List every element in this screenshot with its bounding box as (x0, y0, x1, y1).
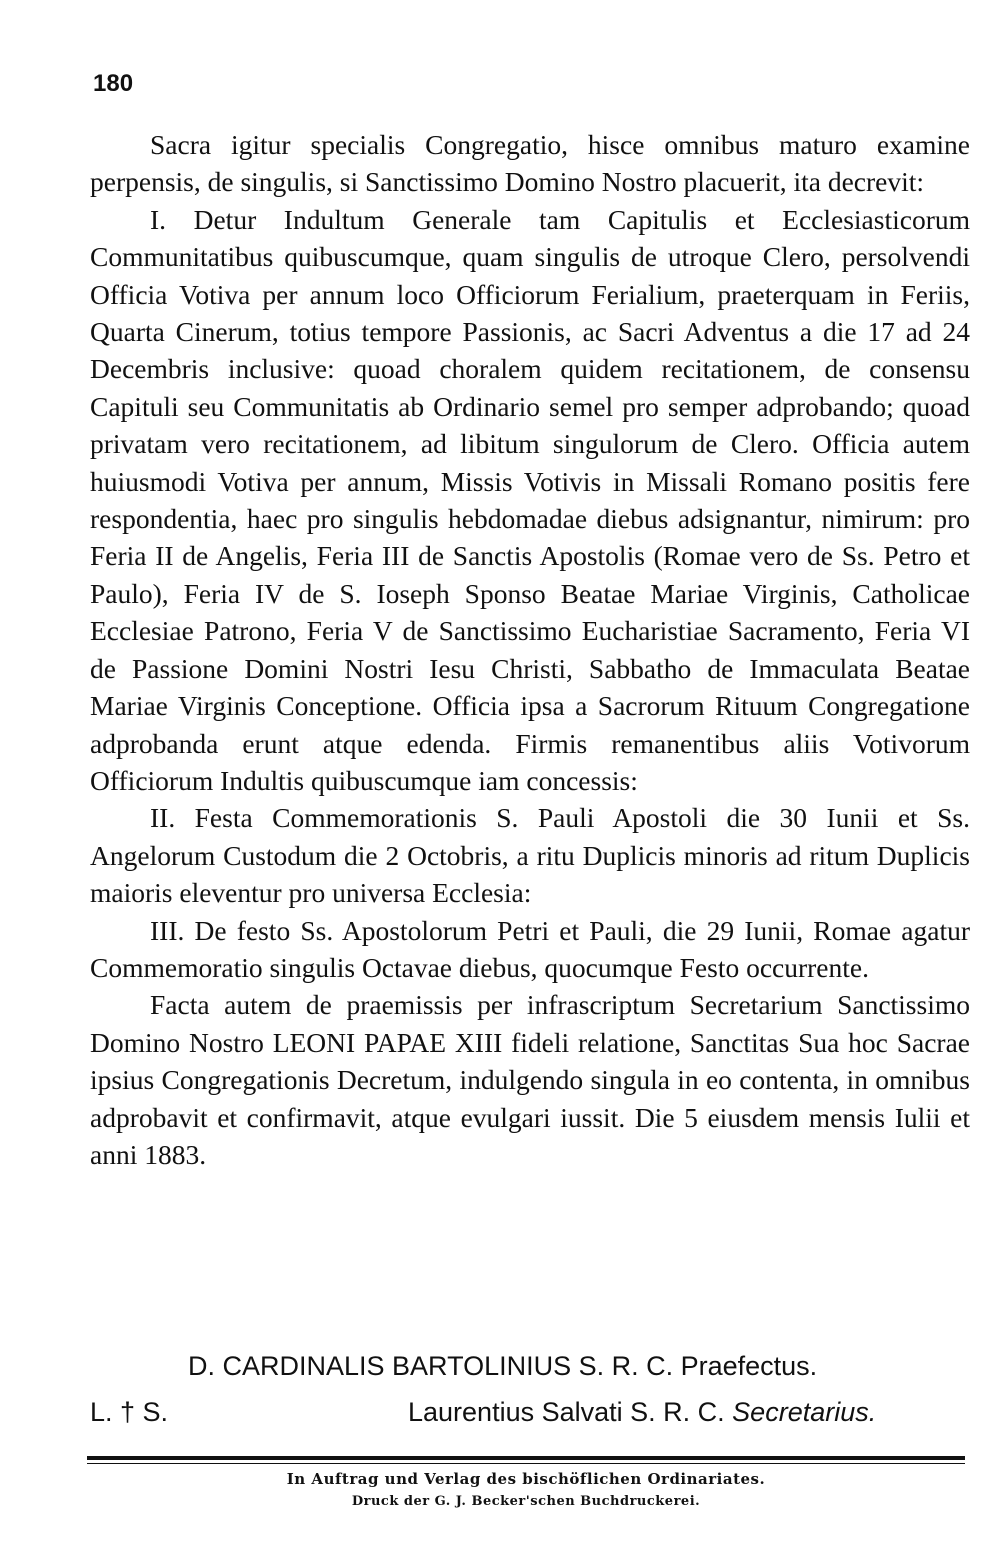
publisher-imprint: In Auftrag und Verlag des bischöflichen Ordinariates. (286, 1470, 766, 1488)
secretary-signature-line (90, 1392, 950, 1432)
locus-sigilli: L. † S. (90, 1397, 169, 1427)
page-number: 180 (93, 70, 134, 97)
intro-paragraph: Sacra igitur specialis Congregatio, hisce omnibus maturo examine perpensis, de singulis, si Sanctissimo Domino Nostro placuerit, ita decrevit: (90, 129, 970, 198)
decree-body (90, 126, 970, 1173)
article-1-paragraph: I. Detur Indultum Generale tam Capitulis et Ecclesiasticorum Communitatibus quibuscumque, quam singulis de utroque Clero, persolvendi Officia Votiva per annum loco Officiorum Ferialium, praeterquam in Feriis, Quarta Cinerum, totius tempore Passionis, ac Sacri Adventus a die 17 ad 24 Decembris inclusive: quoad choralem quidem recitationem, de consensu Capituli seu Communitatis ab Ordinario semel pro semper adprobando; quoad privatam vero recitationem, ad libitum singulorum de Clero. Officia autem huiusmodi Votiva per annum, Missis Votivis in Missali Romano positis fere respondentia, haec pro singulis hebdomadae diebus adsignantur, nimirum: pro Feria II de Angelis, Feria III de Sanctis Apostolis (Romae vero de Ss. Petro et Paulo), Feria IV de S. Ioseph Sponso Beatae Mariae Virginis, Catholicae Ecclesiae Patrono, Feria V de Sanctissimo Eucharistiae Sacramento, Feria VI de Passione Domini Nostri Iesu Christi, Sabbatho de Immaculata Beatae Mariae Virginis Conceptione. Officia ipsa a Sacrorum Rituum Congregatione adprobanda erunt atque edenda. Firmis remanentibus aliis Votivorum Officiorum Indultis quibuscumque iam concessis: (90, 203, 970, 796)
secretary-title: Secretarius. (732, 1397, 877, 1427)
printer-imprint: Druck der G. J. Becker'schen Buchdruckerei. (351, 1494, 701, 1509)
footer-rule-thin (87, 1463, 965, 1464)
article-2-paragraph: II. Festa Commemorationis S. Pauli Apostoli die 30 Iunii et Ss. Angelorum Custodum die 2 Octobris, a ritu Duplicis minoris ad ritum Duplicis maioris eleventur pro universa Ecclesia: (90, 802, 970, 909)
secretary-name: Laurentius Salvati S. R. C. (408, 1397, 725, 1427)
footer-rule-thick (87, 1456, 965, 1460)
closing-paragraph: Facta autem de praemissis per infrascriptum Secretarium Sanctissimo Domino Nostro LEONI PAPAE XIII fideli relatione, Sanctitas Sua hoc Sacrae ipsius Congregationis Decretum, indulgendo singula in eo contenta, in omnibus adprobavit et confirmavit, atque evulgari iussit. Die 5 eiusdem mensis Iulii et anni 1883. (90, 989, 970, 1170)
prefect-signature-text: D. CARDINALIS BARTOLINIUS S. R. C. Praefectus. (188, 1351, 818, 1381)
prefect-signature (90, 1346, 950, 1386)
secretary-signature (408, 1392, 876, 1432)
article-3-paragraph: III. De festo Ss. Apostolorum Petri et Pauli, die 29 Iunii, Romae agatur Commemoratio singulis Octavae diebus, quocumque Festo occurrente. (90, 914, 970, 983)
